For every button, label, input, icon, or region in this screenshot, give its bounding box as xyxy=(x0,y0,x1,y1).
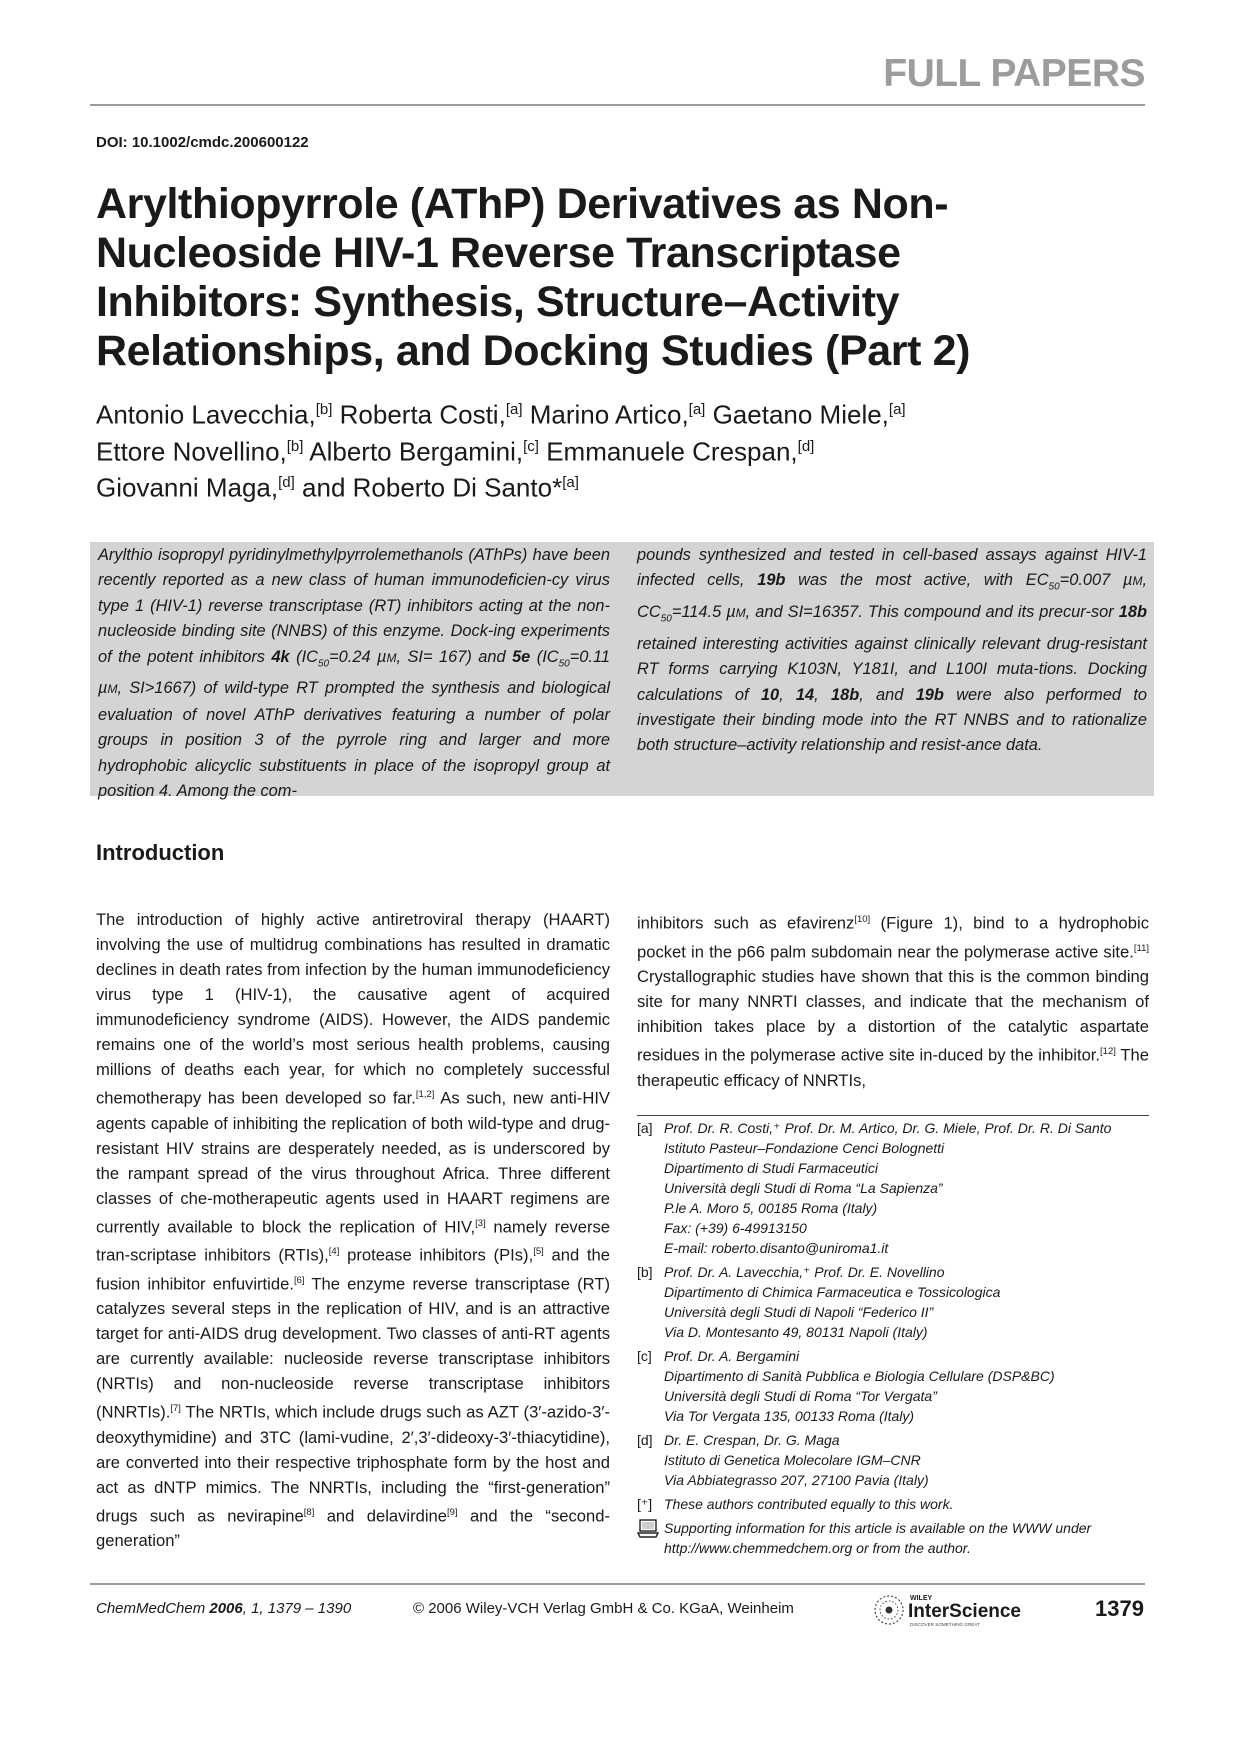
title-line: Inhibitors: Synthesis, Structure–Activity xyxy=(96,278,900,326)
affiliation-line: Dr. E. Crespan, Dr. G. Maga xyxy=(664,1432,840,1448)
affiliation-line: Prof. Dr. A. Bergamini xyxy=(664,1348,800,1364)
article-title xyxy=(96,180,1096,376)
affiliation-label: [a] xyxy=(637,1120,653,1136)
affiliations xyxy=(637,1118,1157,1562)
title-line: Relationships, and Docking Studies (Part 2) xyxy=(96,327,971,375)
interscience-text: InterScience xyxy=(908,1601,1021,1622)
affiliation-list xyxy=(637,1118,1157,1514)
affiliation-line: P.le A. Moro 5, 00185 Roma (Italy) xyxy=(664,1200,878,1216)
title-line: Arylthiopyrrole (AThP) Derivatives as Non- xyxy=(96,180,949,228)
affiliation-entry xyxy=(637,1118,1157,1258)
globe-icon xyxy=(875,1596,903,1624)
affiliation-line: Dipartimento di Studi Farmaceutici xyxy=(664,1160,878,1176)
affiliation-label: [c] xyxy=(637,1348,652,1364)
header-rule xyxy=(90,104,1145,106)
wiley-text: WILEY xyxy=(910,1595,933,1602)
affiliation-line: E-mail: roberto.disanto@uniroma1.it xyxy=(664,1240,889,1256)
affiliation-entry xyxy=(637,1430,1157,1490)
author-list xyxy=(96,394,1096,504)
affiliation-line: Università degli Studi di Roma “La Sapienza” xyxy=(664,1180,943,1196)
supporting-info-link[interactable]: http://www.chemmedchem.org or from the author. xyxy=(664,1540,971,1556)
supporting-info-line: Supporting information for this article is available on the WWW under xyxy=(664,1520,1092,1536)
affiliation-text xyxy=(664,1430,929,1490)
author-line: Ettore Novellino,[b] Alberto Bergamini,[c] Emmanuele Crespan,[d] xyxy=(96,436,815,467)
affiliation-label: [⁺] xyxy=(637,1496,653,1512)
affiliation-line: Prof. Dr. R. Costi,⁺ Prof. Dr. M. Artico, Dr. G. Miele, Prof. Dr. R. Di Santo xyxy=(664,1120,1112,1136)
author-line: Antonio Lavecchia,[b] Roberta Costi,[a] Marino Artico,[a] Gaetano Miele,[a] xyxy=(96,399,906,430)
affiliation-line: Via Abbiategrasso 207, 27100 Pavia (Italy) xyxy=(664,1472,929,1488)
affiliation-text xyxy=(664,1494,954,1514)
page-number: 1379 xyxy=(1095,1596,1144,1621)
affiliation-line: Istituto Pasteur–Fondazione Cenci Bolognetti xyxy=(664,1140,945,1156)
introduction-column-1: The introduction of highly active antiretroviral therapy (HAART) involving the use of multidrug combinations has resulted in dramatic declines in death rates from infection by the human immunodeficiency virus type 1 (HIV-1), the causative agent of acquired immunodeficiency syndrome (AIDS). However, the AIDS pandemic remains one of the world’s most serious health problems, causing millions of deaths each year, for which no completely successful chemotherapy has been developed so far.[1,2] As such, new anti-HIV agents capable of inhibiting the replication of both wild-type and drug-resistant HIV strains are desperately needed, as is underscored by the rampant spread of the virus throughout Africa. Three different classes of che-motherapeutic agents used in HAART regimens are currently available to block the replication of HIV,[3] namely reverse tran-scriptase inhibitors (RTIs),[4] protease inhibitors (PIs),[5] and the fusion inhibitor enfuvirtide.[6] The enzyme reverse transcriptase (RT) catalyzes several steps in the replication of HIV, and is an attractive target for anti-AIDS drug development. Two classes of anti-RT agents are currently available: nucleoside reverse transcriptase inhibitors (NRTIs) and non-nucleoside reverse transcriptase inhibitors (NNRTIs).[7] The NRTIs, which include drugs such as AZT (3′-azido-3′-deoxythymidine) and 3TC (lami-vudine, 2′,3′-dideoxy-3′-thiacytidine), are converted into their respective triphosphate form by the host and act as dNTP mimics. The NNRTIs, including the “first-generation” drugs such as nevirapine[8] and delavirdine[9] and the “second-generation” xyxy=(96,910,611,1551)
affiliation-line: These authors contributed equally to this work. xyxy=(664,1496,954,1512)
abstract-column-1: Arylthio isopropyl pyridinylmethylpyrrolemethanols (AThPs) have been recently reported as a new class of human immunodeficien-cy virus type 1 (HIV-1) reverse transcriptase (RT) inhibitors acting at the non-nucleoside binding site (NNBS) of this enzyme. Dock-ing experiments of the potent inhibitors 4k ($IC_{50}=0.24$ µM, SI= 167) and 5e ($IC_{50}=0.11$ µM, SI>1667) of wild-type RT prompted the synthesis and biological evaluation of novel AThP derivatives featuring a number of polar groups in position 3 of the pyrrole ring and larger and more hydrophobic alicyclic substituents in place of the isopropyl group at position 4. Among the com- xyxy=(98,546,610,800)
affiliation-line: Via Tor Vergata 135, 00133 Roma (Italy) xyxy=(664,1408,915,1424)
affiliation-entry xyxy=(637,1262,1157,1342)
affiliation-line: Via D. Montesanto 49, 80131 Napoli (Italy) xyxy=(664,1324,928,1340)
computer-icon xyxy=(637,1519,659,1539)
affiliation-line: Fax: (+39) 6-49913150 xyxy=(664,1220,807,1236)
affiliation-line: Prof. Dr. A. Lavecchia,⁺ Prof. Dr. E. Novellino xyxy=(664,1264,945,1280)
journal-citation: ChemMedChem 2006, 1, 1379 – 1390 xyxy=(96,1600,352,1617)
affiliation-label: [d] xyxy=(637,1432,653,1448)
supporting-info-note xyxy=(637,1518,1157,1558)
doi: DOI: 10.1002/cmdc.200600122 xyxy=(96,134,309,151)
section-label: FULL PAPERS xyxy=(883,52,1145,95)
affiliation-entry xyxy=(637,1346,1157,1426)
affiliation-entry xyxy=(637,1494,1157,1514)
tagline-text: DISCOVER SOMETHING GREAT xyxy=(910,1622,980,1627)
supporting-info-text xyxy=(664,1518,1091,1558)
introduction-column-2: inhibitors such as efavirenz[10] (Figure 1), bind to a hydrophobic pocket in the p66 palm subdomain near the polymerase active site.[11] Crystallographic studies have shown that this is the common binding site for many NNRTI classes, and indicate that the mechanism of inhibition takes place by a distortion of the catalytic aspartate residues in the polymerase active site in-duced by the inhibitor.[12] The therapeutic efficacy of NNRTIs, xyxy=(637,913,1150,1090)
footnote-rule xyxy=(637,1115,1149,1116)
affiliation-line: Università degli Studi di Napoli “Federico II” xyxy=(664,1304,934,1320)
affiliation-text xyxy=(664,1262,1000,1342)
introduction-heading: Introduction xyxy=(96,840,225,865)
affiliation-text xyxy=(664,1346,1055,1426)
affiliation-line: Università degli Studi di Roma “Tor Vergata” xyxy=(664,1388,937,1404)
affiliation-line: Dipartimento di Sanità Pubblica e Biologia Cellulare (DSP&BC) xyxy=(664,1368,1055,1384)
affiliation-line: Dipartimento di Chimica Farmaceutica e Tossicologica xyxy=(664,1284,1001,1300)
affiliation-line: Istituto di Genetica Molecolare IGM–CNR xyxy=(664,1452,921,1468)
interscience-logo xyxy=(870,1591,1040,1629)
affiliation-text xyxy=(664,1118,1111,1258)
title-line: Nucleoside HIV-1 Reverse Transcriptase xyxy=(96,229,901,277)
author-line: Giovanni Maga,[d] and Roberto Di Santo*[a] xyxy=(96,472,579,503)
affiliation-label: [b] xyxy=(637,1264,653,1280)
copyright: © 2006 Wiley-VCH Verlag GmbH & Co. KGaA, Weinheim xyxy=(413,1600,794,1617)
footer-rule xyxy=(90,1583,1145,1585)
abstract-column-2: pounds synthesized and tested in cell-based assays against HIV-1 infected cells, 19b was the most active, with $EC_{50}=0.007$ µM, $CC_{50}=114.5$ µM, and SI=16357. This compound and its precur-sor 18b retained interesting activities against clinically relevant drug-resistant RT forms carrying K103N, Y181I, and L100I muta-tions. Docking calculations of 10, 14, 18b, and 19b were also performed to investigate their binding mode into the RT NNBS and to rationalize both structure–activity relationship and resist-ance data. xyxy=(637,546,1147,755)
